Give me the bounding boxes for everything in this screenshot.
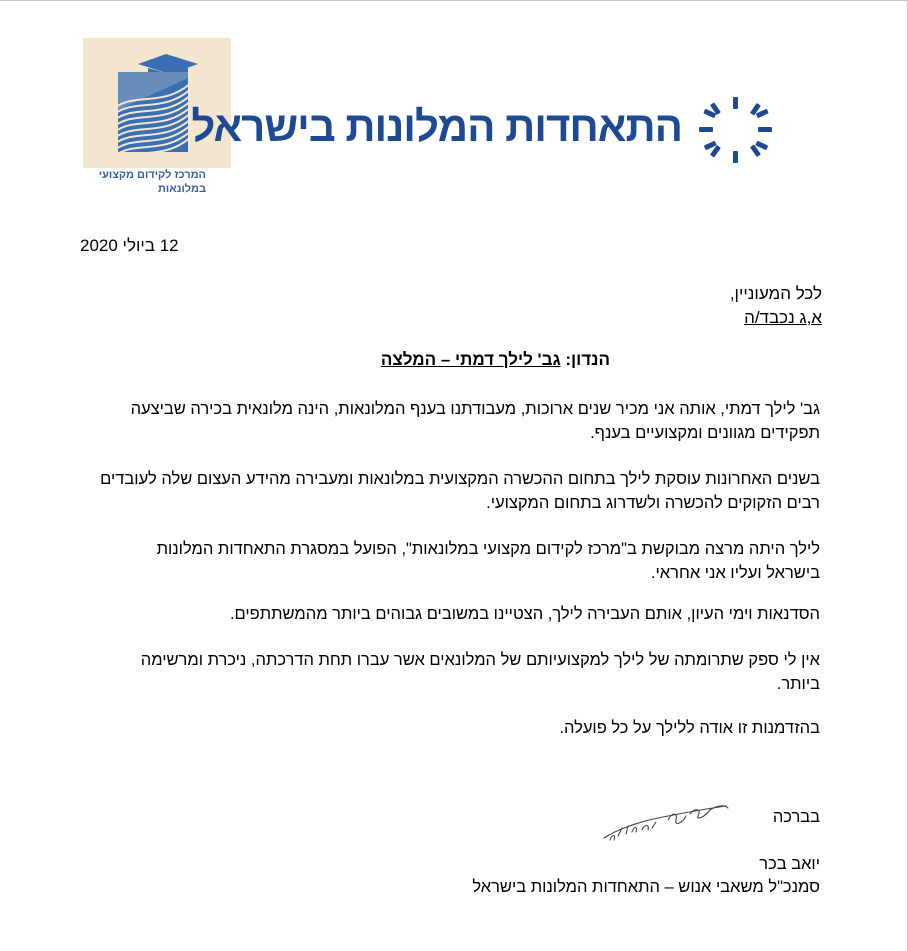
logo-caption: [81, 168, 206, 196]
logo-caption-line2: במלונאות: [158, 183, 206, 195]
logo-caption-line1: המרכז לקידום מקצועי: [98, 169, 206, 181]
paragraph-3: לילך היתה מרצה מבוקשת ב"מרכז לקידום מקצועי במלונאות", הפועל במסגרת התאחדות המלונות בישראל ועליו אני אחראי.: [156, 540, 820, 582]
signer-name: יואב בכר: [759, 855, 820, 873]
signer-title: סמנכ"ל משאבי אנוש – התאחדות המלונות בישראל: [472, 878, 820, 896]
paragraph-2: בשנים האחרונות עוסקת לילך בתחום ההכשרה המקצועית במלונאות ומעבירה מהידע העצום שלה לעובדים רבים הזקוקים להכשרה ולשדרוג בתחום המקצועי.: [100, 470, 820, 512]
subject-label: הנדון:: [565, 350, 610, 369]
page-border-top: [0, 0, 908, 1]
closing-greeting: בברכה: [772, 808, 820, 826]
paragraph-5: אין לי ספק שתרומתה של לילך למקצועיותם של המלונאים אשר עברו תחת הדרכתה, ניכרת ומרשימה ביותר.: [140, 651, 820, 693]
paragraph-6: בהזדמנות זו אודה ללילך על כל פועלה.: [559, 719, 820, 737]
paragraph-4: הסדנאות וימי העיון, אותם העבירה לילך, הצטיינו במשובים גבוהים ביותר מהמשתתפים.: [229, 605, 820, 623]
letter-date: 12 ביולי 2020: [80, 236, 179, 255]
subject-line: [300, 350, 610, 370]
training-center-logo-icon: [104, 50, 204, 156]
recipient-line2: א,ג נכבד/ה: [744, 308, 822, 327]
handwritten-signature: [598, 800, 733, 845]
recipient-block: [600, 282, 822, 330]
recipient-line1: לכל המעוניין,: [729, 284, 822, 303]
org-name-heading: התאחדות המלונות בישראל: [191, 103, 682, 150]
subject-text: גב' לילך דמתי – המלצה: [380, 350, 561, 369]
sun-logo-icon: [696, 95, 776, 165]
paragraph-1: גב' לילך דמתי, אותה אני מכיר שנים ארוכות, מעבודתנו בענף המלונאות, הינה מלונאית בכירה שביצעה תפקידים מגוונים ומקצועיים בענף.: [130, 400, 820, 442]
